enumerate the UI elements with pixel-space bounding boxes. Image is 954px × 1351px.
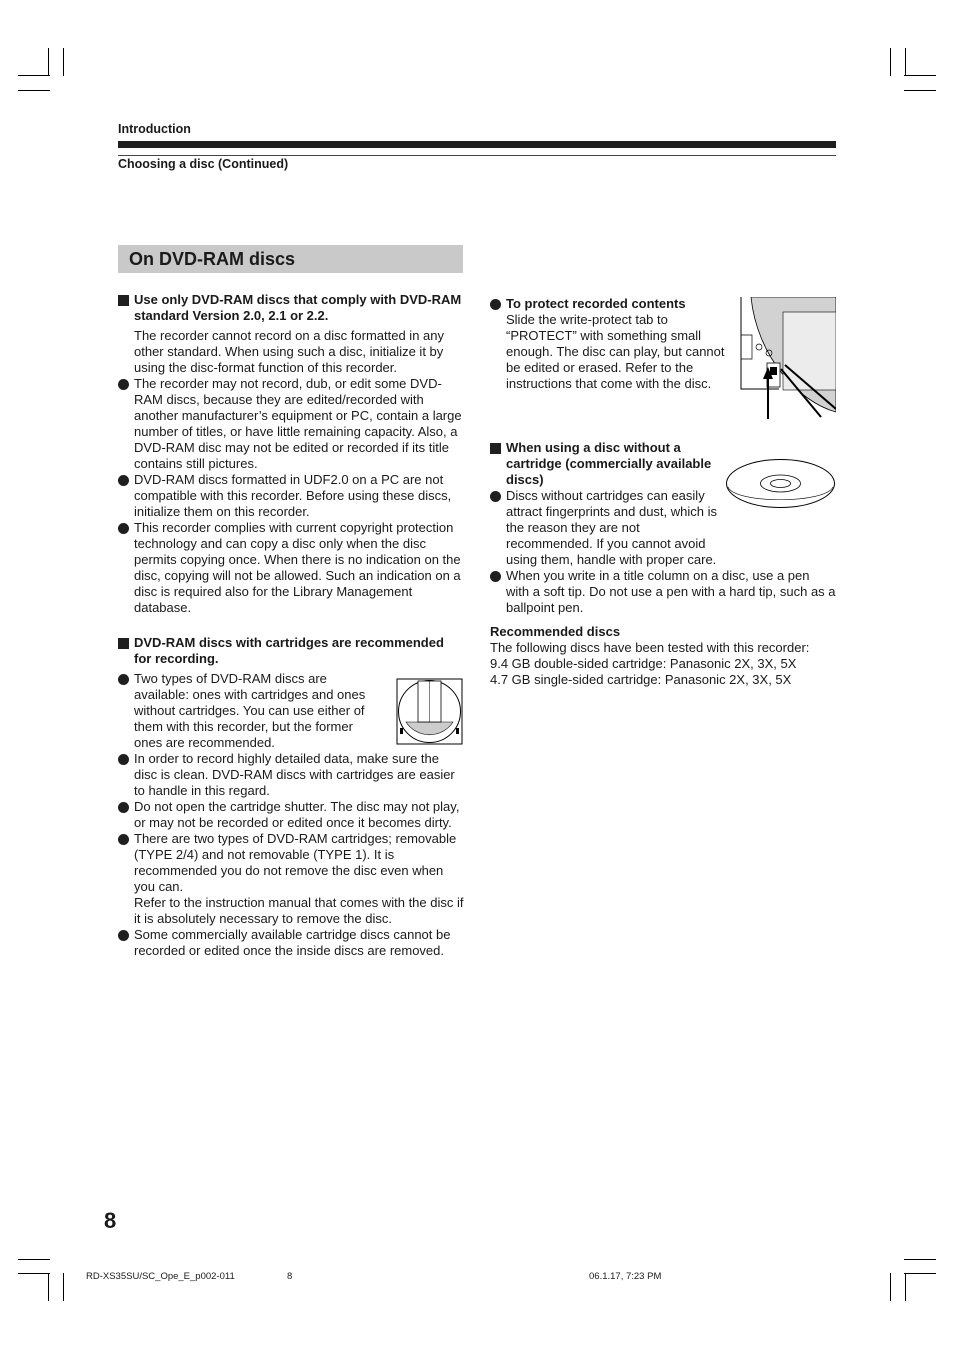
section-label: Introduction: [118, 122, 191, 136]
footer-date: 06.1.17, 7:23 PM: [589, 1271, 662, 1282]
bullet-icon: [118, 523, 129, 534]
bullet-item: Do not open the cartridge shutter. The disc may not play, or may not be recorded or edited once it becomes dirty.: [118, 799, 464, 831]
bullet-item: The recorder may not record, dub, or edit some DVD-RAM discs, because they are edited/recorded with another manufacturer’s equipment or PC, contain a large number of titles, or have little remaining capacity. Also, a DVD-RAM disc may not be edited or recorded if its title contains still pictures.: [118, 376, 464, 472]
square-bullet-icon: [490, 443, 501, 454]
bullet-item: When you write in a title column on a disc, use a pen with a soft tip. Do not use a pen with a hard tip, such as a ballpoint pen.: [490, 568, 836, 616]
bullet-icon: [490, 571, 501, 582]
left-column: [118, 292, 464, 616]
bullet-icon: [118, 754, 129, 765]
bullet-item: There are two types of DVD-RAM cartridges; removable (TYPE 2/4) and not removable (TYPE 1). It is recommended you do not remove the disc even when you can.: [118, 831, 464, 895]
bullet-item: DVD-RAM discs formatted in UDF2.0 on a PC are not compatible with this recorder. Before using these discs, initialize them on this recorder.: [118, 472, 464, 520]
bullet-item: In order to record highly detailed data, make sure the disc is clean. DVD-RAM discs with cartridges are easier to handle in this regard.: [118, 751, 464, 799]
bullet-icon: [118, 802, 129, 813]
bullet-item: Some commercially available cartridge discs cannot be recorded or edited once the inside discs are removed.: [118, 927, 464, 959]
header-rule-thick: [118, 141, 836, 148]
no-cartridge-bullets: [490, 488, 836, 688]
section-title: On DVD-RAM discs: [118, 245, 463, 273]
bullet-icon: [490, 491, 501, 502]
left-column-2: [118, 635, 464, 671]
footer-page: 8: [287, 1271, 293, 1282]
heading-no-cartridge: When using a disc without a cartridge (commercially available discs): [490, 440, 730, 488]
bullet-icon: [118, 674, 129, 685]
protect-block: [490, 296, 725, 392]
bullet-icon: [118, 379, 129, 390]
bullet-icon: [118, 834, 129, 845]
cartridge-illustration: [396, 678, 463, 745]
paragraph: Slide the write-protect tab to “PROTECT” with something small enough. The disc can play, but cannot be edited or erased. Refer to the instructions that come with the disc.: [506, 312, 725, 391]
footer-filename: RD-XS35SU/SC_Ope_E_p002-011: [86, 1271, 235, 1282]
recommended-item: 4.7 GB single-sided cartridge: Panasonic 2X, 3X, 5X: [490, 672, 792, 687]
recommended-title: Recommended discs: [490, 624, 621, 639]
recommended-item: 9.4 GB double-sided cartridge: Panasonic 2X, 3X, 5X: [490, 656, 797, 671]
bullet-item: This recorder complies with current copyright protection technology and can copy a disc only when the disc permits copying once. When there is no indication on the disc, copying will not be allowed. Such an indication on a disc is required also for the Library Management database.: [118, 520, 464, 616]
bullet-icon: [118, 930, 129, 941]
bullet-icon: [490, 299, 501, 310]
page-number: 8: [104, 1208, 117, 1233]
recommended-intro: The following discs have been tested with this recorder:: [490, 640, 810, 655]
paragraph: The recorder cannot record on a disc formatted in any other standard. When using such a disc, initialize it by using the disc-format function of this recorder.: [134, 328, 444, 375]
heading-cartridges: DVD-RAM discs with cartridges are recommended for recording.: [118, 635, 464, 667]
bullet-item: Two types of DVD-RAM discs are available: ones with cartridges and ones without cartridges. You can use either of them with this recorder, but the former ones are recommended.: [118, 671, 379, 751]
square-bullet-icon: [118, 638, 129, 649]
subsection-label: Choosing a disc (Continued): [118, 157, 289, 171]
heading-no-cartridge-block: [490, 440, 730, 489]
heading-standard: Use only DVD-RAM discs that comply with DVD-RAM standard Version 2.0, 2.1 or 2.2.: [118, 292, 464, 324]
bullet-icon: [118, 475, 129, 486]
write-protect-illustration: [739, 297, 836, 420]
bullet-item: To protect recorded contents: [490, 296, 725, 312]
square-bullet-icon: [118, 295, 129, 306]
paragraph: Refer to the instruction manual that comes with the disc if it is absolutely necessary to remove the disc.: [134, 895, 464, 926]
header-rule-thin: [118, 155, 836, 156]
bullet-item: Discs without cartridges can easily attract fingerprints and dust, which is the reason they are not recommended. If you cannot avoid using them, handle with proper care.: [490, 488, 836, 568]
